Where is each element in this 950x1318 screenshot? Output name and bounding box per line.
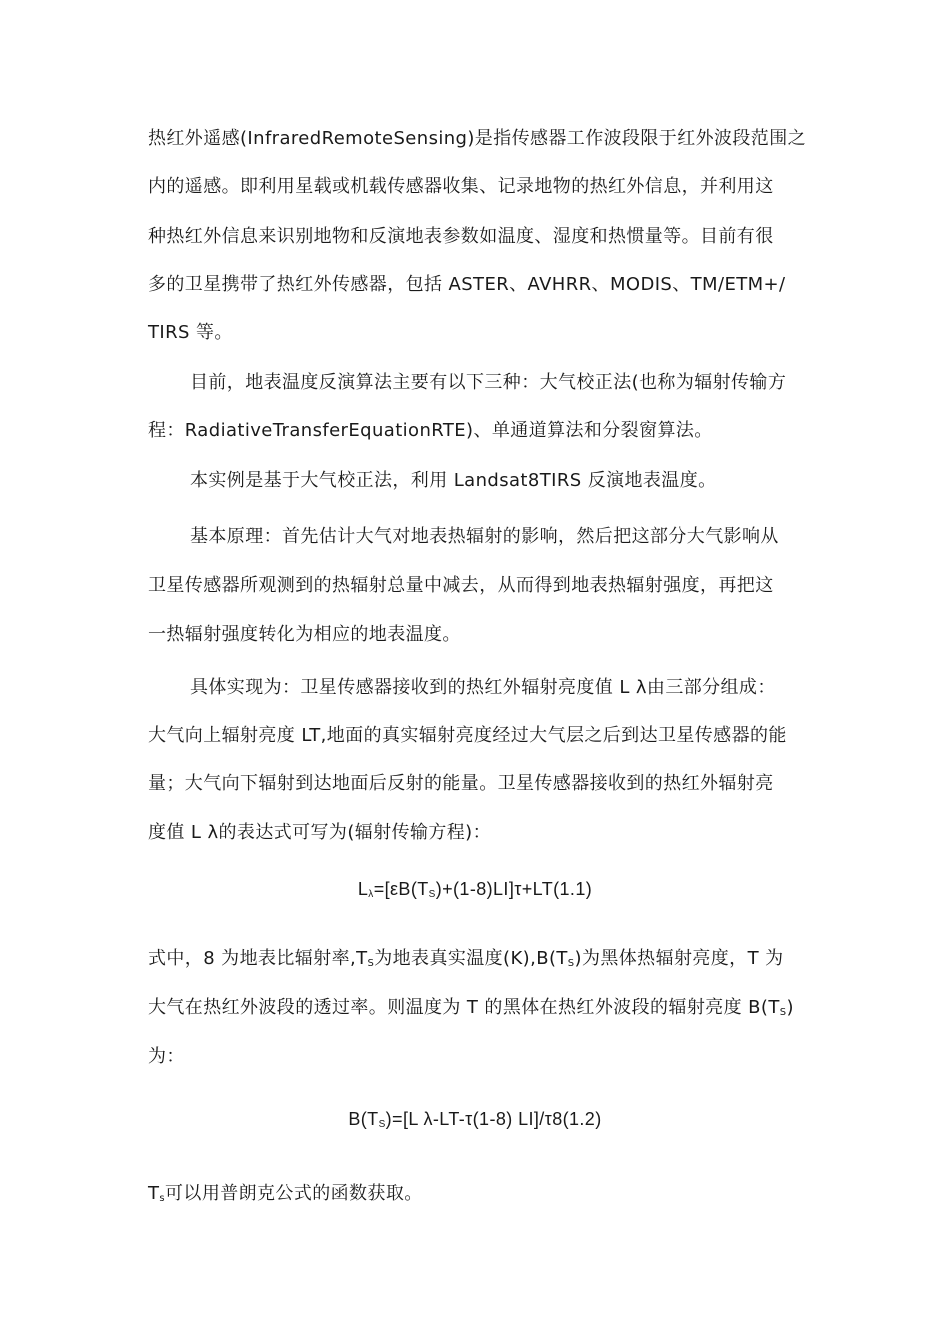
paragraph-4-line-1: 基本原理：首先估计大气对地表热辐射的影响，然后把这部分大气影响从 bbox=[190, 526, 779, 547]
paragraph-6-line-1-sub-2: S bbox=[567, 958, 575, 969]
paragraph-2-line-1: 目前，地表温度反演算法主要有以下三种：大气校正法(也称为辐射传输方 bbox=[190, 372, 787, 393]
paragraph-6-line-1-sub-1: S bbox=[367, 958, 375, 969]
equation-1-1-rest: )+(1-8)LI]τ+LT(1.1) bbox=[435, 879, 593, 899]
paragraph-1-line-2: 内的遥感。即利用星载或机载传感器收集、记录地物的热红外信息，并利用这 bbox=[148, 176, 774, 197]
paragraph-6-line-1 bbox=[148, 947, 784, 976]
equation-1-2-subscript: S bbox=[378, 1119, 386, 1130]
paragraph-7-b: 可以用普朗克公式的函数获取。 bbox=[165, 1183, 423, 1204]
paragraph-6-line-1-b: 为地表真实温度(K),B(T bbox=[374, 948, 568, 969]
paragraph-4-line-2: 卫星传感器所观测到的热辐射总量中减去，从而得到地表热辐射强度，再把这 bbox=[148, 575, 774, 596]
paragraph-6-line-3: 为： bbox=[148, 1046, 185, 1067]
equation-1-1-subscript-s: S bbox=[428, 889, 436, 900]
paragraph-5-line-2: 大气向上辐射亮度 LT,地面的真实辐射亮度经过大气层之后到达卫星传感器的能 bbox=[148, 725, 787, 746]
paragraph-6-line-1-a: 式中，8 为地表比辐射率,T bbox=[148, 948, 368, 969]
paragraph-5-line-1: 具体实现为：卫星传感器接收到的热红外辐射亮度值 L λ由三部分组成： bbox=[190, 677, 776, 698]
paragraph-7-line-1 bbox=[148, 1182, 423, 1211]
paragraph-6-line-1-c: )为黑体热辐射亮度，T 为 bbox=[574, 948, 784, 969]
paragraph-6-line-2 bbox=[148, 996, 794, 1025]
paragraph-5-line-3: 量；大气向下辐射到达地面后反射的能量。卫星传感器接收到的热红外辐射亮 bbox=[148, 773, 774, 794]
equation-1-1 bbox=[0, 877, 950, 907]
paragraph-7-sub: s bbox=[159, 1193, 166, 1204]
paragraph-5-line-4: 度值 L λ的表达式可写为(辐射传输方程)： bbox=[148, 822, 491, 843]
paragraph-6-line-2-tail: ) bbox=[786, 997, 794, 1018]
paragraph-6-line-2-text: 大气在热红外波段的透过率。则温度为 T 的黑体在热红外波段的辐射亮度 B(T bbox=[148, 997, 780, 1018]
equation-1-1-prefix: L bbox=[357, 879, 369, 899]
equation-1-2-b: )=[L λ-LT-τ(1-8) LI]/τ8(1.2) bbox=[385, 1109, 602, 1129]
paragraph-4-line-3: 一热辐射强度转化为相应的地表温度。 bbox=[148, 624, 461, 645]
paragraph-1-line-3: 种热红外信息来识别地物和反演地表参数如温度、湿度和热惯量等。目前有很 bbox=[148, 226, 774, 247]
paragraph-1-line-1: 热红外遥感(InfraredRemoteSensing)是指传感器工作波段限于红外波段范围之 bbox=[148, 128, 807, 149]
equation-1-2 bbox=[0, 1107, 950, 1137]
paragraph-7-a: T bbox=[148, 1183, 160, 1204]
paragraph-1-line-4: 多的卫星携带了热红外传感器，包括 ASTER、AVHRR、MODIS、TM/ETM+/ bbox=[148, 274, 786, 295]
equation-1-1-mid: =[εB(T bbox=[373, 879, 429, 899]
equation-1-1-subscript-lambda: λ bbox=[368, 889, 374, 900]
paragraph-2-line-2: 程：RadiativeTransferEquationRTE)、单通道算法和分裂窗算法。 bbox=[148, 420, 713, 441]
equation-1-2-a: B(T bbox=[348, 1109, 379, 1129]
paragraph-1-line-5: TIRS 等。 bbox=[148, 322, 233, 343]
paragraph-6-line-2-sub: S bbox=[779, 1007, 787, 1018]
paragraph-3-line-1: 本实例是基于大气校正法，利用 Landsat8TIRS 反演地表温度。 bbox=[190, 470, 717, 491]
